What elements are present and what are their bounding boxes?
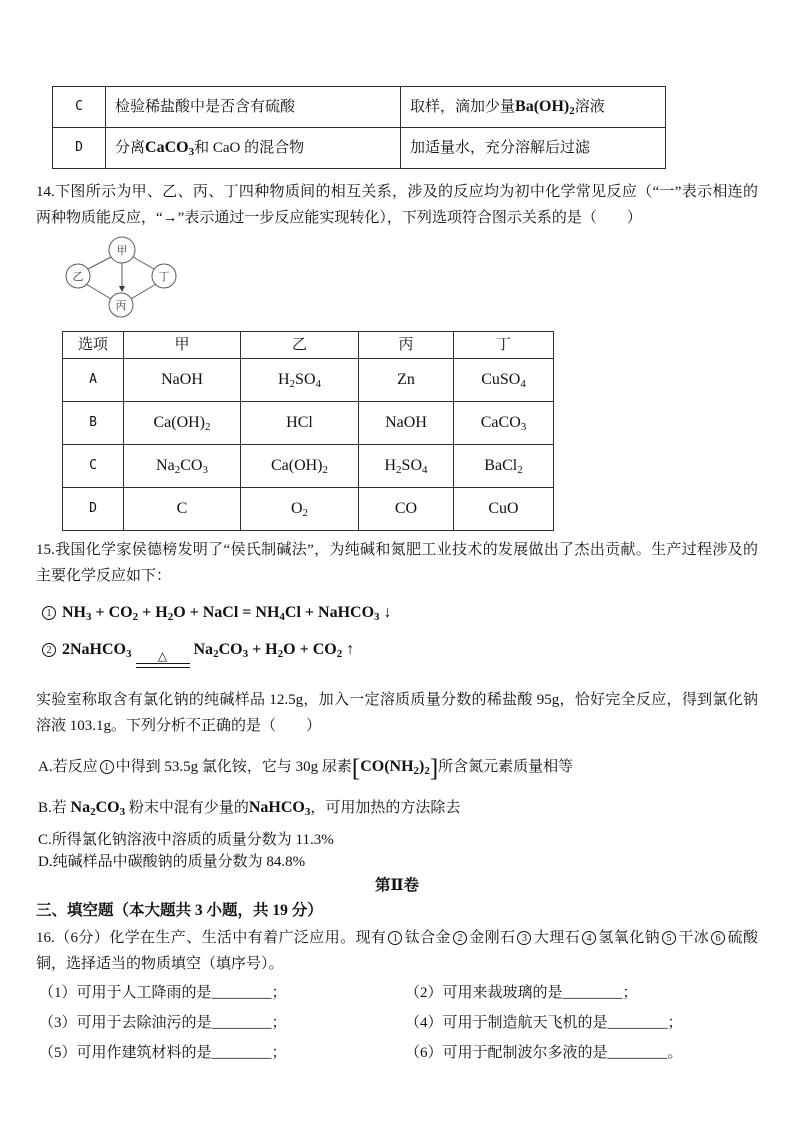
option-letter: B (63, 402, 124, 445)
chem-formula: 2NaHCO$_3$ (58, 641, 132, 660)
blank-item-5: （5）可用作建筑材料的是________； (39, 1045, 287, 1061)
circled-number: 3 (517, 931, 531, 945)
section3-title: 三、填空题（本大题共 3 小题，共 19 分） (36, 902, 323, 919)
fill-blank-list (36, 981, 758, 1066)
left-bracket: [ (351, 755, 361, 782)
edge-ding-bing (131, 284, 156, 299)
circled-number: 1 (388, 931, 402, 945)
option-c: C.所得氯化钠溶液中溶质的质量分数为 11.3% (38, 832, 334, 848)
circled-number: 5 (662, 931, 676, 945)
chem-formula: CaCO$_3$ (145, 139, 195, 158)
option-letter: A (63, 359, 124, 402)
header-jia: 甲 (124, 332, 241, 359)
question-15-text: 15.我国化学家侯德榜发明了“侯氏制碱法”，为纯碱和氮肥工业技术的发展做出了杰出贡献。生产过程涉及的主要化学反应如下： (36, 542, 758, 584)
blank-item-2: （2）可用来裁玻璃的是________； (405, 985, 638, 1001)
formula-cell: $Na_2CO_3$ (124, 445, 241, 488)
option-letter: C (63, 445, 124, 488)
equation-2 (36, 638, 758, 668)
table-row (63, 402, 554, 445)
blank-item-3: （3）可用于去除油污的是________； (39, 1015, 287, 1031)
node-jia-label: 甲 (116, 245, 128, 257)
header-ding: 丁 (454, 332, 554, 359)
question-15-body: 实验室称取含有氯化钠的纯碱样品 12.5g，加入一定溶质质量分数的稀盐酸 95g，恰好完全反应，得到氯化钠溶液 103.1g。下列分析不正确的是（ ） (36, 692, 758, 734)
formula-cell: $Ca(OH)_2$ (124, 402, 241, 445)
header-option: 选项 (63, 332, 124, 359)
table-row (63, 445, 554, 488)
option-d: D.纯碱样品中碳酸钠的质量分数为 84.8% (38, 854, 306, 870)
formula-cell: BaCl$_2$ (454, 445, 554, 488)
formula-cell: C (124, 488, 241, 531)
option-letter: C (53, 87, 106, 128)
diagram-svg (40, 233, 200, 327)
edge-jia-ding (133, 257, 154, 269)
part2-title: 第Ⅱ卷 (374, 877, 420, 894)
formula-cell: NaOH (359, 402, 454, 445)
formula-cell: HCl (241, 402, 359, 445)
chem-formula: $NH_3 + CO_2 + H_2O$ + NaCl = $NH_4Cl$ + NaHCO$_3$ ↓ (58, 604, 392, 623)
circled-number: 2 (42, 643, 56, 657)
circled-number: 6 (711, 931, 725, 945)
option-letter: D (63, 488, 124, 531)
formula-cell: CuO (454, 488, 554, 531)
circled-number: 1 (42, 606, 56, 620)
circled-number: 2 (453, 931, 467, 945)
edge-yi-bing (86, 284, 111, 299)
option-letter: D (53, 128, 106, 169)
formula-cell: CaCO$_3$ (454, 402, 554, 445)
question-14-text: 14.下图所示为甲、乙、丙、丁四种物质间的相互关系，涉及的反应均为初中化学常见反应（“一”表示相连的两种物质能反应，“→”表示通过一步反应能实现转化），下列选项符合图示关系的是（ ） (36, 184, 758, 226)
formula-cell: $Ca(OH)_2$ (241, 445, 359, 488)
chem-formula: $Ba(OH)_2$ (515, 98, 575, 117)
method-table (52, 86, 666, 169)
circled-number: 4 (582, 931, 596, 945)
edge-jia-yi (88, 257, 111, 269)
task-cell: 分离CaCO$_3$和 CaO 的混合物 (106, 128, 401, 169)
chem-formula: NaHCO$_3$ (248, 799, 311, 818)
equation-1 (36, 601, 758, 625)
delta-condition-equals: △ (136, 650, 190, 668)
formula-cell: CO (359, 488, 454, 531)
chem-formula: $Na_2CO_3 + H_2O + CO_2$ ↑ (193, 641, 355, 660)
header-yi: 乙 (241, 332, 359, 359)
chem-formula: $Na_2CO_3$ (70, 799, 126, 818)
formula-cell: NaOH (124, 359, 241, 402)
formula-cell: $H_2SO_4$ (241, 359, 359, 402)
table-row (63, 359, 554, 402)
node-bing-label: 丙 (115, 300, 127, 312)
table-row (53, 128, 666, 169)
formula-cell: $O_2$ (241, 488, 359, 531)
header-bing: 丙 (359, 332, 454, 359)
option-a: A.若反应 1 中得到 53.5g 氯化铵，它与 30g 尿素$[CO(NH_2)_2]$所含氮元素质量相等 (38, 755, 574, 782)
method-cell: 取样，滴加少量$Ba(OH)_2$溶液 (401, 87, 666, 128)
blank-item-4: （4）可用于制造航天飞机的是________； (405, 1015, 683, 1031)
circled-number: 1 (100, 760, 114, 774)
node-ding-label: 丁 (158, 271, 170, 283)
options-table-header (63, 332, 554, 359)
options-table (62, 331, 554, 531)
question-16-text: 16.（6分）化学在生产、生活中有着广泛应用。现有 1 钛合金 2 金刚石 3 大理石 4 氢氧化钠 5 干冰 6 硫酸铜，选择适当的物质填空（填序号）。 (36, 930, 758, 972)
option-b: B.若 $Na_2CO_3$ 粉末中混有少量的NaHCO$_3$，可用加热的方法除去 (38, 799, 461, 818)
table-row (63, 488, 554, 531)
blank-item-1: （1）可用于人工降雨的是________； (39, 985, 287, 1001)
right-bracket: ] (429, 755, 439, 782)
formula-cell: $H_2SO_4$ (359, 445, 454, 488)
blank-item-6: （6）可用于配制波尔多液的是________。 (405, 1045, 683, 1061)
task-cell: 检验稀盐酸中是否含有硫酸 (106, 87, 401, 128)
node-yi-label: 乙 (72, 271, 84, 283)
formula-cell: CuSO$_4$ (454, 359, 554, 402)
relationship-diagram (40, 233, 758, 327)
table-row (53, 87, 666, 128)
formula-cell: Zn (359, 359, 454, 402)
method-cell: 加适量水，充分溶解后过滤 (401, 128, 666, 169)
chem-formula: $CO(NH_2)_2$ (360, 758, 430, 777)
